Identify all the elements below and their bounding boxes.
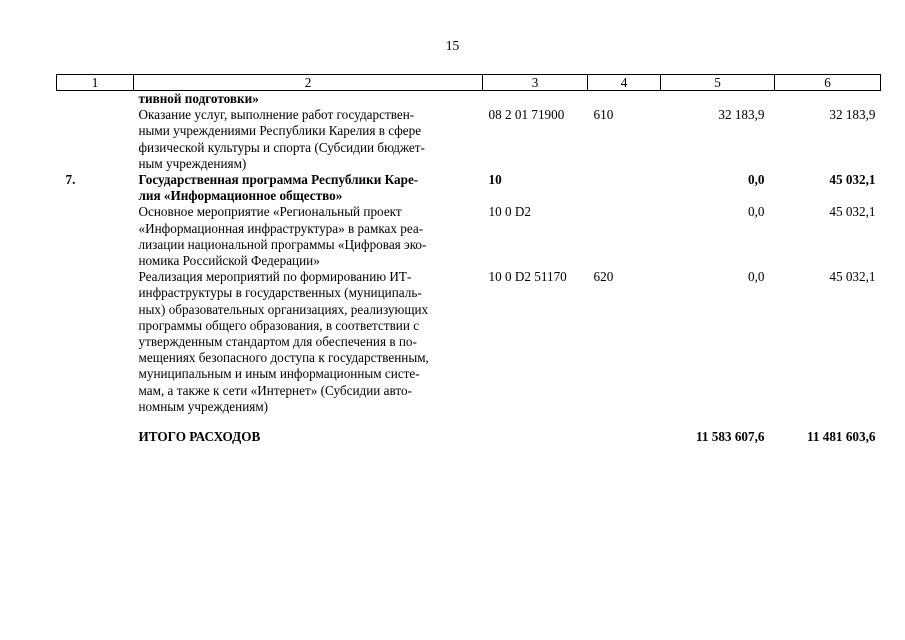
- row-description: [134, 269, 483, 415]
- description-line: лизации национальной программы «Цифровая эко-: [138, 236, 427, 252]
- row-index: [57, 91, 134, 108]
- row-code: [483, 91, 588, 108]
- description-line: физической культуры и спорта (Субсидии бюджет-: [138, 139, 425, 155]
- row-code: 08 2 01 71900: [488, 107, 565, 123]
- row-expense-type: [588, 172, 661, 204]
- row-amount-col5: 0,0: [748, 204, 765, 220]
- description-line: мещениях безопасного доступа к государственным,: [138, 350, 429, 366]
- row-expense-type: [588, 204, 661, 269]
- row-amount-col5: 0,0: [748, 172, 765, 188]
- row-amount-col6: 32 183,9: [829, 107, 876, 123]
- total-amount-col6: 11 481 603,6: [806, 429, 876, 445]
- description-line: мам, а также к сети «Интернет» (Субсидии авто-: [138, 382, 412, 398]
- row-description: [134, 172, 483, 204]
- description-line: Основное мероприятие «Региональный проект: [138, 204, 402, 220]
- description-line: Государственная программа Республики Каре-: [138, 172, 419, 188]
- description-line: «Информационная инфраструктура» в рамках реа-: [138, 220, 424, 236]
- description-line: ным учреждениям): [138, 155, 247, 171]
- row-index: [57, 269, 134, 415]
- row-index: 7.: [65, 172, 76, 188]
- row-amount-col6: [775, 91, 881, 108]
- table-body: [57, 91, 881, 446]
- page-number: 15: [445, 38, 460, 53]
- description-line: номным учреждениям): [138, 398, 269, 414]
- table-row: [57, 172, 881, 204]
- row-index: [57, 204, 134, 269]
- column-header-5: 5: [661, 75, 775, 91]
- row-amount-col5: 0,0: [748, 269, 765, 285]
- table-row: [57, 269, 881, 415]
- row-amount-col5: [661, 91, 775, 108]
- row-expense-type: 610: [593, 107, 614, 123]
- row-expense-type: [588, 91, 661, 108]
- description-line: Оказание услуг, выполнение работ государствен-: [138, 107, 415, 123]
- budget-table: [56, 74, 881, 445]
- row-code: 10 0 D2: [488, 204, 531, 220]
- row-expense-type: 620: [593, 269, 614, 285]
- column-header-6: 6: [775, 75, 881, 91]
- row-description: [134, 107, 483, 172]
- row-code: 10: [488, 172, 502, 188]
- total-row: [57, 429, 881, 445]
- row-code: 10 0 D2 51170: [488, 269, 567, 285]
- row-amount-col6: 45 032,1: [829, 204, 876, 220]
- table-row: [57, 91, 881, 108]
- total-amount-col5: 11 583 607,6: [695, 429, 765, 445]
- spacer-row: [57, 415, 881, 429]
- description-line: муниципальным и иным информационным систе-: [138, 366, 420, 382]
- row-description: [134, 91, 483, 108]
- description-line: Реализация мероприятий по формированию ИТ-: [138, 269, 412, 285]
- row-amount-col6: 45 032,1: [829, 269, 876, 285]
- row-index: [57, 107, 134, 172]
- description-line: лия «Информационное общество»: [138, 188, 343, 204]
- description-line: утвержденным стандартом для обеспечения в по-: [138, 334, 417, 350]
- total-label: ИТОГО РАСХОДОВ: [138, 429, 261, 445]
- description-line: ными учреждениями Республики Карелия в сфере: [138, 123, 422, 139]
- description-line: номика Российской Федерации»: [138, 253, 320, 269]
- description-line: тивной подготовки»: [138, 91, 259, 106]
- column-header-2: 2: [134, 75, 483, 91]
- column-header-1: 1: [57, 75, 134, 91]
- description-line: инфраструктуры в государственных (муниципаль-: [138, 285, 422, 301]
- description-line: ных) образовательных организациях, реализующих: [138, 301, 429, 317]
- column-header-3: 3: [483, 75, 588, 91]
- description-line: программы общего образования, в соответствии с: [138, 317, 420, 333]
- table-row: [57, 204, 881, 269]
- column-header-4: 4: [588, 75, 661, 91]
- row-amount-col6: 45 032,1: [829, 172, 876, 188]
- table-row: [57, 107, 881, 172]
- row-description: [134, 204, 483, 269]
- table-header: [57, 75, 881, 91]
- row-amount-col5: 32 183,9: [718, 107, 765, 123]
